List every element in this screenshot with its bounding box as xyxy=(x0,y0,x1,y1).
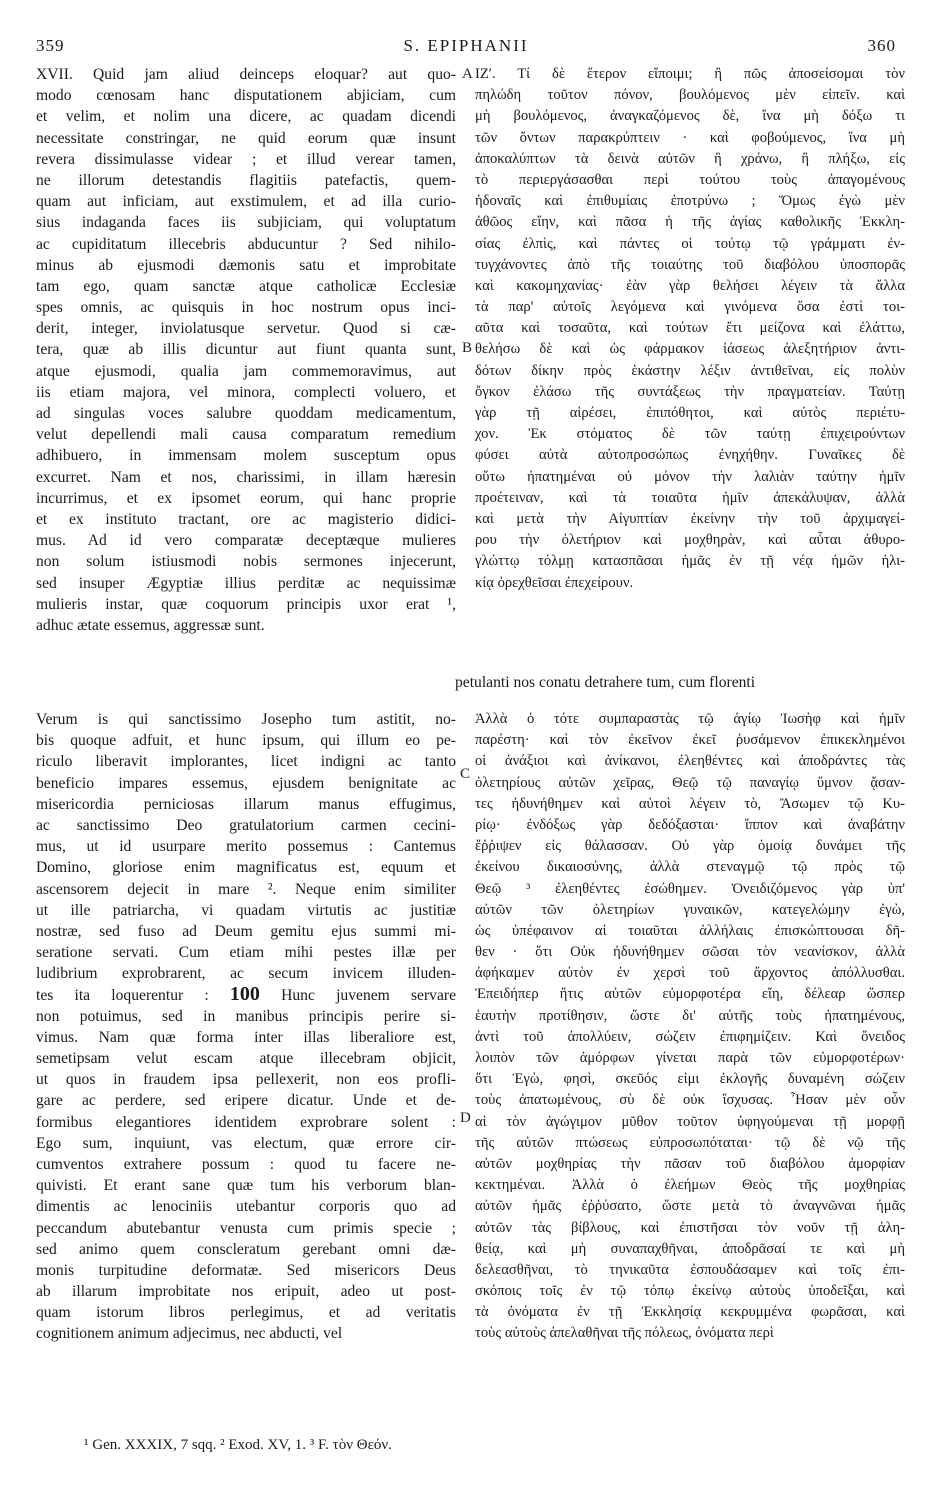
text-line: παρέστη· καὶ τὸν ἐκεῖνον ἐκεῖ ῥυσάμενον ἐπικεκλημένοι xyxy=(475,732,905,749)
text-line: derit, integer, inviolatusque servetur. Quod si cæ- xyxy=(36,320,456,338)
text-line: beneficio impares essemus, ejusdem benignitate ac xyxy=(36,774,456,792)
text-line: adhuc ætate essemus, aggressæ sunt. xyxy=(36,616,265,634)
text-line: καὶ μετὰ τὴν Αἰγυπτίαν ἐκείνην τὴν τοῦ ἀρχιμαγεί- xyxy=(475,510,905,527)
text-line: ludibrium exprobrarent, ac secum invicem illuden- xyxy=(36,965,456,983)
text-line: ρου τὴν ὀλετήριον καὶ μοχθηρὰν, καὶ αὗται ἀθυρο- xyxy=(475,532,905,549)
text-line: ἐκείνου δικαιοσύνης, ἀλλὰ στεναγμῷ τῷ πρὸς τῷ xyxy=(475,859,905,876)
text-line: mus, ut id usurpare merito possemus : Cantemus xyxy=(36,838,456,856)
text-line: θείᾳ, καὶ μὴ συναπαχθῆναι, ἀποδρᾶσαί τε καὶ μὴ xyxy=(475,1240,905,1257)
text-line: peccandum abutebantur venusta cum primis specie ; xyxy=(36,1219,456,1237)
text-line: θεν · ὅτι Οὐκ ἠδυνήθημεν σῶσαι τὸν νεανίσκον, ἀλλὰ xyxy=(475,944,905,961)
text-line: quam istorum libros perlegimus, et ad veritatis xyxy=(36,1304,456,1322)
text-line: sed animo quem conscleratum gerebant omni dæ- xyxy=(36,1240,456,1258)
text-line: τῆς αὐτῶν πτώσεως εὐπροσωπόταται· τῷ δὲ νῷ τῆς xyxy=(475,1134,905,1151)
text-line: necessitate constringar, ne quid eorum quæ insunt xyxy=(36,129,456,147)
text-line: non solum istiusmodi nobis sermones injecerunt, xyxy=(36,553,456,571)
text-line: ΙΖʹ. Τί δὲ ἕτερον εἴποιμι; ἢ πῶς ἀποσείσομαι τὸν xyxy=(475,66,905,82)
text-line: revera dissimulasse videar ; et illud verear tamen, xyxy=(36,150,456,168)
text-line: semetipsam velut escam atque illecebram objicit, xyxy=(36,1050,456,1067)
page-number-left: 359 xyxy=(36,36,65,55)
text-line: velut depellendi mali causa comparatum remedium xyxy=(36,426,456,444)
text-line: vimus. Nam quæ forma inter illas liberaliore est, xyxy=(36,1028,456,1046)
text-line: οἱ ἀνάξιοι καὶ ἀνίκανοι, ἐλεηθέντες καὶ ἀποδράντες τὰς xyxy=(475,753,905,770)
text-line: misericordia perniciosas illarum manus effugimus, xyxy=(36,795,456,813)
text-line: monis turpitudine deformatæ. Sed misericors Deus xyxy=(36,1261,456,1279)
text-line: οὕτω ἠπατημέναι οὐ μόνον τὴν λαλιὰν ταύτην ἡμῖν xyxy=(475,468,905,485)
text-line: αῦτα καὶ τοσαῦτα, καὶ τούτων ἔτι μείζονα καὶ ἐλάττω, xyxy=(475,320,905,337)
text-line: χον. Ἐκ στόματος δὲ τῶν ταύτῃ ἐπιχειρούντων xyxy=(475,426,905,443)
section-marker-c: C xyxy=(460,766,471,782)
text-line: ἔῤῥιψεν εἰς θάλασσαν. Οὐ γὰρ ὁμοίᾳ δυνάμει τῆς xyxy=(475,838,905,855)
text-line: τυγχάνοντες ἀπὸ τῆς τοιαύτης τοῦ διαβόλου ὑποσπορᾶς xyxy=(475,256,905,273)
text-line: dimentis ac lenociniis utebantur corporis quo ad xyxy=(36,1198,456,1216)
text-line: τὰ παρ' αὐτοῖς λεγόμενα καὶ γινόμενα ὅσα ἐστὶ τοι- xyxy=(475,299,905,316)
greek-column-bottom xyxy=(475,709,905,1345)
text-line: τὰ ὀνόματα ἐν τῇ Ἐκκλησίᾳ κεκρυμμένα φωρᾶσαι, καὶ xyxy=(475,1304,905,1321)
text-line: λοιπὸν τῶν ἀμόρφων γίνεται παρὰ τῶν εὐμορφοτέρων· xyxy=(475,1050,905,1066)
text-line: mulieris instar, quæ coquorum principis uxor erat ¹, xyxy=(36,595,456,613)
text-line: τοὺς ἀπατωμένους, σὺ δὲ οὐκ ἴσχυσας. Ἦσαν μὲν οὖν xyxy=(475,1092,905,1109)
text-line: Verum is qui sanctissimo Josepho tum astitit, no- xyxy=(36,711,456,728)
text-line: ἑαυτὴν προτίθησιν, ὥστε δι' αὐτῆς τοὺς ἠπατημένους, xyxy=(475,1007,905,1024)
text-line: ad singulas voces salubre quoddam medicamentum, xyxy=(36,405,456,422)
text-line: ut ille patriarcha, vi quadam virtutis ac justitiæ xyxy=(36,901,456,919)
text-line: incurrimus, et ex ipsomet eorum, qui hanc proprie xyxy=(36,489,456,507)
text-line: et velim, et nolim una dicere, ac quadam dicendi xyxy=(36,108,456,126)
text-line: καὶ κακομηχανίας· ἐὰν γὰρ θελήσει λέγειν τὰ ἄλλα xyxy=(475,277,905,294)
text-line: ἀφήκαμεν αὐτὸν ἐν χερσὶ τοῦ ἄρχοντος ἀπόλλυσθαι. xyxy=(475,965,905,982)
text-line: Ἀλλὰ ὁ τότε συμπαραστὰς τῷ ἁγίῳ Ἰωσὴφ καὶ ἡμῖν xyxy=(475,711,905,727)
text-line: Θεῷ ³ ἐλεηθέντες ἐσώθημεν. Ὀνειδιζόμενος γὰρ ὑπ' xyxy=(475,880,905,897)
text-line: προέτειναν, καὶ τὰ τοιαῦτα ἡμῖν ἀπεκάλυψαν, ἀλλὰ xyxy=(475,489,905,506)
text-line: gare ac perdere, sed eripere dicatur. Unde et de- xyxy=(36,1092,456,1110)
text-line: αὐτῶν μοχθηρίας τὴν πᾶσαν τοῦ διαβόλου ἀμορφίαν xyxy=(475,1155,905,1172)
latin-continuation-line: petulanti nos conatu detrahere tum, cum florenti xyxy=(455,674,756,691)
text-line: κεκτημέναι. Ἀλλὰ ὁ ἐλεήμων Θεὸς τῆς μοχθηρίας xyxy=(475,1177,905,1194)
text-line: θελήσω δὲ καὶ ὡς φάρμακον ἰάσεως ἀλεξητήριον ἀντι- xyxy=(475,341,905,358)
footnotes: ¹ Gen. XXXIX, 7 sqq. ² Exod. XV, 1. ³ F. τὸν Θεόν. xyxy=(84,1437,392,1453)
text-line: iis etiam majora, vel minora, complecti voluero, et xyxy=(36,383,456,401)
text-line: formibus elegantiores identidem exprobrare solent : xyxy=(36,1113,456,1131)
text-line: ab illarum improbitate nos eripuit, adeo ut post- xyxy=(36,1283,456,1301)
text-line: non potuimus, sed in manibus principis perire si- xyxy=(36,1007,456,1025)
running-title: S. EPIPHANII xyxy=(403,36,529,55)
text-line: φύσει αὐτὰ αὐτοπροσώπως ἐνηχήθην. Γυναῖκες δὲ xyxy=(475,447,905,464)
text-line: sius indaganda faces iis subjiciam, qui voluptatum xyxy=(36,214,456,232)
text-line: σκόποις τοῖς ἐν τῷ τόπῳ ἐκείνῳ αὐτοὺς ὑποδεῖξαι, καὶ xyxy=(475,1283,905,1300)
text-line: ascensorem dejecit in mare ². Neque enim similiter xyxy=(36,880,456,898)
text-line: tam ego, quam sanctæ atque catholicæ Ecclesiæ xyxy=(36,277,456,295)
text-line: Ἐπειδήπερ ἥτις αὐτῶν εὐμορφοτέρα εἴη, δέλεαρ ὥσπερ xyxy=(475,986,905,1003)
text-line: cognitionem animum adjecimus, nec abducti, vel xyxy=(36,1325,343,1343)
text-line: quivisti. Et erant sane quæ tum his verborum blan- xyxy=(36,1177,456,1195)
text-line: πηλώδη τοῦτον πόνον, βουλόμενος μὲν εἰπεῖν. καὶ xyxy=(475,87,905,104)
text-line: ac sanctissimo Deo gratulatorium carmen cecini- xyxy=(36,816,456,834)
text-line: Ego sum, inquiunt, vas electum, quæ errore cir- xyxy=(36,1134,456,1152)
text-line: cumventos extrahere possum : quod tu facere ne- xyxy=(36,1155,456,1173)
text-line: γλώττῳ τόλμῃ κατασπᾶσαι ἡμᾶς ἐν τῇ νέᾳ ἡμῶν ἡλι- xyxy=(475,553,905,570)
text-line: tera, quæ ab illis dicuntur aut fiunt quanta sunt, xyxy=(36,341,456,359)
text-line: ὡς ὑπέφαινον αἱ τοιαῦται ἀλλήλαις ἐπισκώπτουσαι δῆ- xyxy=(475,922,905,939)
text-line: ρίῳ· ἐνδόξως γὰρ δεδόξασται· ἵππον καὶ ἀναβάτην xyxy=(475,816,905,833)
section-marker-b: B xyxy=(462,340,473,356)
text-line: μὴ βουλόμενος, ἀναγκαζόμενος δὲ, ἵνα μὴ δόξω τι xyxy=(475,108,905,125)
text-line: ὅτι Ἐγὼ, φησὶ, σκεῦός εἰμι ἐκλογῆς δυναμένη σώζειν xyxy=(475,1071,905,1088)
text-line: γὰρ τῇ αἱρέσει, ἐπιπόθητοι, καὶ αὐτὸς περιέτυ- xyxy=(475,405,905,421)
text-line: ἀθῶος εἴην, καὶ πᾶσα ἡ τῆς ἁγίας καθολικῆς Ἐκκλη- xyxy=(475,214,905,231)
text-line: tes ita loquerentur : 100 Hunc juvenem servare xyxy=(36,984,456,1006)
text-line: αὐτῶν τὰς βίβλους, καὶ ἐπιστῆσαι τὸν νοῦν τῇ ἀλη- xyxy=(475,1219,905,1236)
text-line: minus ab ejusmodi dæmonis satu et improbitate xyxy=(36,256,456,274)
text-line: αὐτῶν τῶν ὀλετηρίων γυναικῶν, κατεγελώμην ἐγὼ, xyxy=(475,901,905,918)
section-marker-a: A xyxy=(462,66,473,82)
latin-column-top xyxy=(36,64,456,636)
text-line: ἡδοναῖς καὶ ἐπιθυμίαις ἐποτρύνω ; Ὅμως ἐγὼ μὲν xyxy=(475,193,905,210)
text-line: seratione servati. Cum etiam mihi pestes illæ per xyxy=(36,944,456,962)
text-line: spes omnis, ac quisquis in hoc nostrum opus inci- xyxy=(36,299,456,317)
greek-column-top xyxy=(475,64,905,594)
text-line: τοὺς αὐτοὺς ἀπελαθῆναι τῆς πόλεως, ὀνόματα περὶ xyxy=(475,1325,774,1342)
text-line: αἱ τὸν ἀγώγιμον μῦθον τοῦτον ὑφηγούμεναι τῇ μορφῇ xyxy=(475,1113,905,1130)
text-line: quam aut inficiam, aut exstimulem, et ad illa curio- xyxy=(36,193,456,211)
text-line: τὸ περιεργάσασθαι περὶ τούτου τοὺς ἀπαγομένους xyxy=(475,171,905,188)
latin-column-bottom xyxy=(36,709,456,1345)
text-line: ut quos in fraudem ipsa pellexerit, non eos profli- xyxy=(36,1071,456,1089)
text-line: ne illorum detestandis flagitiis patefactis, quem- xyxy=(36,171,456,189)
text-line: ἀποκαλύπτων τὰ δεινὰ αὐτῶν ἢ χράνω, ἢ πλήξω, εἰς xyxy=(475,150,905,167)
text-line: κίᾳ ὀρεχθεῖσαι ἐπεχείρουν. xyxy=(475,574,634,591)
text-line: σίας ἐλπὶς, καὶ πάντες οἱ τούτῳ τῷ γράμματι ἐν- xyxy=(475,235,905,252)
text-line: riculo liberavit implorantes, licet indigni ac tanto xyxy=(36,753,456,771)
page-marker-100: 100 xyxy=(229,984,260,1006)
text-line: atque ejusmodi, qualia jam commemoravimus, aut xyxy=(36,362,456,380)
text-line: ἀντὶ τοῦ ἀπολλύειν, σώζειν ἐπιφημίζειν. Καὶ ὄνειδος xyxy=(475,1028,905,1045)
text-line: excurret. Nam et nos, charissimi, in illam hæresin xyxy=(36,468,456,486)
text-line: αὐτῶν ἡμᾶς ἐῤῥύσατο, ὥστε μετὰ τὸ ἀναγνῶναι ἡμᾶς xyxy=(475,1198,905,1215)
text-line: nostræ, sed fuso ad Deum gemitu ejus summi mi- xyxy=(36,922,456,940)
page-header xyxy=(36,36,896,60)
text-line: bis quoque adfuit, et hunc ipsum, qui illum eo pe- xyxy=(36,732,456,750)
text-line: modo cœnosam hanc disputationem abjiciam, cum xyxy=(36,87,456,105)
page-number-right: 360 xyxy=(867,36,896,55)
text-line: adhibuero, in immensam molem susceptum opus xyxy=(36,447,456,465)
text-line: mus. Ad id vero comparatæ deceptæque mulieres xyxy=(36,532,456,550)
section-marker-d: D xyxy=(460,1110,471,1126)
text-line: δότων δίκην πρὸς ἑκάστην λέξιν ἀντιθεῖναι, εἰς πολὺν xyxy=(475,362,905,379)
text-line: sed insuper Ægyptiæ illius perditæ ac nequissimæ xyxy=(36,574,456,592)
text-line: XVII. Quid jam aliud deinceps eloquar? aut quo- xyxy=(36,66,456,83)
text-line: τῶν ὄντων παρακρύπτειν · καὶ φοβούμενος, ἵνα μὴ xyxy=(475,129,905,146)
text-line: ὀλετηρίους αὐτῶν χεῖρας, Θεῷ τῷ παναγίῳ ὕμνον ᾄσαν- xyxy=(475,774,905,791)
text-line: τες ἠδυνήθημεν καὶ αὐτοὶ λέγειν τὸ, Ἄσωμεν τῷ Κυ- xyxy=(475,795,905,812)
text-line: Domino, gloriose enim magnificatus est, equum et xyxy=(36,859,456,877)
text-line: ac cupiditatum illecebris abducuntur ? Sed nihilo- xyxy=(36,235,456,253)
text-line: et ex instituto tractant, ore ac magisterio didici- xyxy=(36,510,456,528)
text-line: ὄγκον ἐλάσω τῆς συντάξεως τὴν πραγματείαν. Ταύτῃ xyxy=(475,383,905,400)
text-line: δελεασθῆναι, τὸ τηνικαῦτα ἐσπουδάσαμεν καὶ τοῖς ἐπι- xyxy=(475,1261,905,1278)
